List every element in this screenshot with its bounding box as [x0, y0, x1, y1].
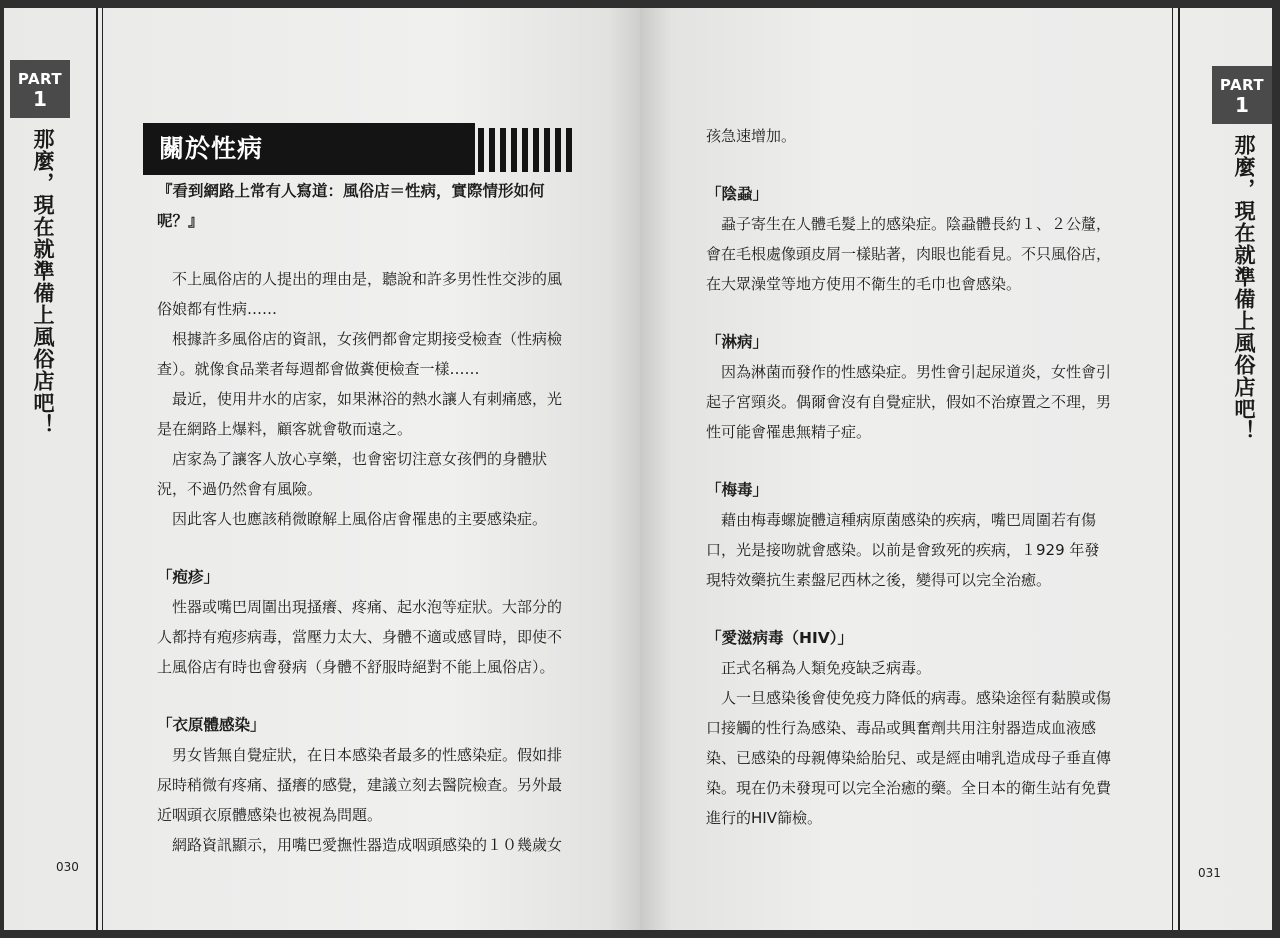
text-line: 店家為了讓客人放心享樂，也會密切注意女孩們的身體狀 — [172, 450, 548, 468]
page-number-left: 030 — [56, 860, 79, 874]
text-line: 口，光是接吻就會感染。以前是會致死的疾病，１929 年發 — [706, 541, 1100, 559]
text-line: 因此客人也應該稍微瞭解上風俗店會罹患的主要感染症。 — [172, 510, 548, 528]
question-line: 『看到網路上常有人寫道：風俗店＝性病，實際情形如何 — [157, 182, 545, 200]
left-page — [4, 8, 640, 930]
part-number: 1 — [33, 87, 47, 111]
subheading: 「梅毒」 — [706, 481, 769, 499]
paragraph-gap — [706, 447, 1111, 475]
text-line: 藉由梅毒螺旋體這種病原菌感染的疾病，嘴巴周圍若有傷 — [721, 511, 1097, 529]
subheading: 「愛滋病毒（HIV）」 — [706, 629, 853, 647]
text-line: 最近，使用井水的店家，如果淋浴的熱水讓人有刺痛感，光 — [172, 390, 563, 408]
text-line: 況，不過仍然會有風險。 — [157, 480, 323, 498]
subheading: 「陰蝨」 — [706, 185, 769, 203]
section-heading: 關於性病 — [143, 123, 475, 175]
part-tab-right — [1212, 66, 1272, 124]
text-line: 上風俗店有時也會發病（身體不舒服時絕對不能上風俗店）。 — [157, 658, 555, 676]
text-line: 染。現在仍未發現可以完全治癒的藥。全日本的衛生站有免費 — [706, 779, 1112, 797]
text-line: 尿時稍微有疼痛、搔癢的感覺，建議立刻去醫院檢查。另外最 — [157, 776, 563, 794]
part-label: PART — [17, 70, 63, 88]
text-line: 進行的HIV篩檢。 — [706, 809, 822, 827]
heading-stripe-decoration — [478, 128, 582, 172]
paragraph-gap — [706, 151, 1111, 179]
text-line: 起子宮頸炎。偶爾會沒有自覺症狀，假如不治療置之不理，男 — [706, 393, 1112, 411]
text-line: 正式名稱為人類免疫缺乏病毒。 — [721, 659, 932, 677]
paragraph-gap — [706, 595, 1111, 623]
text-line: 現特效藥抗生素盤尼西林之後，變得可以完全治癒。 — [706, 571, 1052, 589]
right-margin-rule-thin — [1172, 8, 1173, 930]
text-line: 俗娘都有性病…… — [157, 300, 278, 318]
left-margin-rule — [96, 8, 98, 930]
chapter-side-title-right: 那麼，現在就準備上風俗店吧！ — [1232, 134, 1256, 442]
text-line: 近咽頭衣原體感染也被視為問題。 — [157, 806, 383, 824]
text-line: 網路資訊顯示，用嘴巴愛撫性器造成咽頭感染的１０幾歲女 — [172, 836, 563, 854]
part-number: 1 — [1235, 93, 1249, 117]
text-line: 口接觸的性行為感染、毒品或興奮劑共用注射器造成血液感 — [706, 719, 1097, 737]
subheading: 「疱疹」 — [157, 568, 220, 586]
text-line: 染、已感染的母親傳染給胎兒、或是經由哺乳造成母子垂直傳 — [706, 749, 1112, 767]
subheading: 「衣原體感染」 — [157, 716, 266, 734]
left-body-text — [157, 176, 562, 860]
text-line: 蝨子寄生在人體毛髮上的感染症。陰蝨體長約１、２公釐， — [721, 215, 1112, 233]
text-line: 因為淋菌而發作的性感染症。男性會引起尿道炎，女性會引 — [721, 363, 1112, 381]
part-label: PART — [1219, 76, 1265, 94]
text-line: 在大眾澡堂等地方使用不衛生的毛巾也會感染。 — [706, 275, 1022, 293]
question-line: 呢？』 — [157, 212, 204, 230]
text-line: 查）。就像食品業者每週都會做糞便檢查一樣…… — [157, 360, 480, 378]
text-line: 孩急速增加。 — [706, 127, 797, 145]
text-line: 是在網路上爆料，顧客就會敬而遠之。 — [157, 420, 413, 438]
text-line: 不上風俗店的人提出的理由是，聽說和許多男性性交涉的風 — [172, 270, 563, 288]
paragraph-gap — [157, 236, 562, 264]
left-margin-rule-thin — [102, 8, 103, 930]
page-number-right: 031 — [1198, 866, 1221, 880]
right-page — [640, 8, 1272, 930]
subheading: 「淋病」 — [706, 333, 769, 351]
text-line: 男女皆無自覺症狀，在日本感染者最多的性感染症。假如排 — [172, 746, 563, 764]
text-line: 人一旦感染後會使免疫力降低的病毒。感染途徑有黏膜或傷 — [721, 689, 1112, 707]
paragraph-gap — [706, 299, 1111, 327]
text-line: 性可能會罹患無精子症。 — [706, 423, 872, 441]
text-line: 根據許多風俗店的資訊，女孩們都會定期接受檢查（性病檢 — [172, 330, 563, 348]
right-margin-rule — [1178, 8, 1180, 930]
text-line: 會在毛根處像頭皮屑一樣貼著，肉眼也能看見。不只風俗店， — [706, 245, 1112, 263]
paragraph-gap — [157, 682, 562, 710]
paragraph-gap — [157, 534, 562, 562]
right-body-text — [706, 121, 1111, 833]
chapter-side-title-left: 那麼，現在就準備上風俗店吧！ — [31, 128, 55, 436]
text-line: 性器或嘴巴周圍出現搔癢、疼痛、起水泡等症狀。大部分的 — [172, 598, 563, 616]
text-line: 人都持有疱疹病毒，當壓力太大、身體不適或感冒時，即使不 — [157, 628, 563, 646]
part-tab-left — [10, 60, 70, 118]
